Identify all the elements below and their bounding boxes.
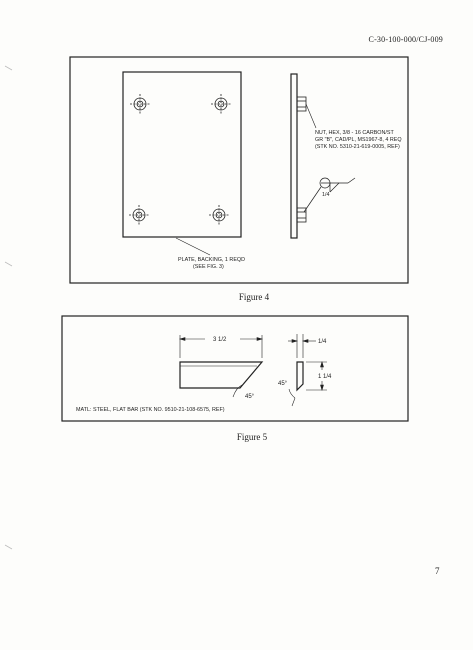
- plate-leader-line: [176, 238, 210, 255]
- weld-size-label: 1/4: [322, 192, 330, 198]
- nut-callout-line: (STK NO. 5310-21-619-0005, REF): [315, 144, 400, 150]
- nut-front-view: [209, 205, 229, 225]
- nut-front-view: [211, 94, 231, 114]
- margin-mark: [5, 545, 12, 549]
- figure-4-caption: Figure 4: [238, 292, 270, 302]
- length-label: 3 1/2: [213, 337, 227, 343]
- thickness-label: 1/4: [318, 339, 327, 345]
- nut-front-view: [130, 94, 150, 114]
- height-label: 1 1/4: [318, 374, 332, 380]
- figure-5-caption: Figure 5: [236, 432, 268, 442]
- page-number: 7: [435, 566, 440, 576]
- thickness-dimension: [288, 334, 316, 358]
- document-id: C-30-100-000/CJ-009: [368, 35, 443, 44]
- figure-4-drawing: [70, 57, 408, 283]
- figure-4-frame: [70, 57, 408, 283]
- margin-mark: [5, 262, 12, 266]
- nut-callout-line: NUT, HEX, 3/8 - 16 CARBON/ST: [315, 130, 394, 136]
- angle-2-leader: [289, 389, 295, 406]
- angle-label: 45°: [245, 394, 255, 400]
- figure-5-frame: [62, 316, 408, 421]
- margin-mark: [5, 66, 12, 70]
- nut-callout-line: GR "B", CAD/PL, MS1967-8, 4 REQ: [315, 137, 402, 143]
- nut-side-view: [297, 208, 306, 222]
- nut-leader-line: [306, 104, 316, 128]
- figure-5-drawing: [62, 316, 408, 421]
- flat-bar-side-view: [297, 362, 303, 390]
- nut-front-view: [129, 205, 149, 225]
- material-note: MATL: STEEL, FLAT BAR (STK NO. 9510-21-108-6575, REF): [76, 407, 225, 413]
- plate-callout-line: (SEE FIG. 3): [193, 264, 224, 270]
- backing-plate-side-view: [291, 74, 297, 238]
- nut-side-view: [297, 97, 306, 111]
- weld-symbol: [304, 178, 355, 212]
- angle-label: 45°: [278, 381, 288, 387]
- plate-callout-line: PLATE, BACKING, 1 REQD: [178, 257, 246, 263]
